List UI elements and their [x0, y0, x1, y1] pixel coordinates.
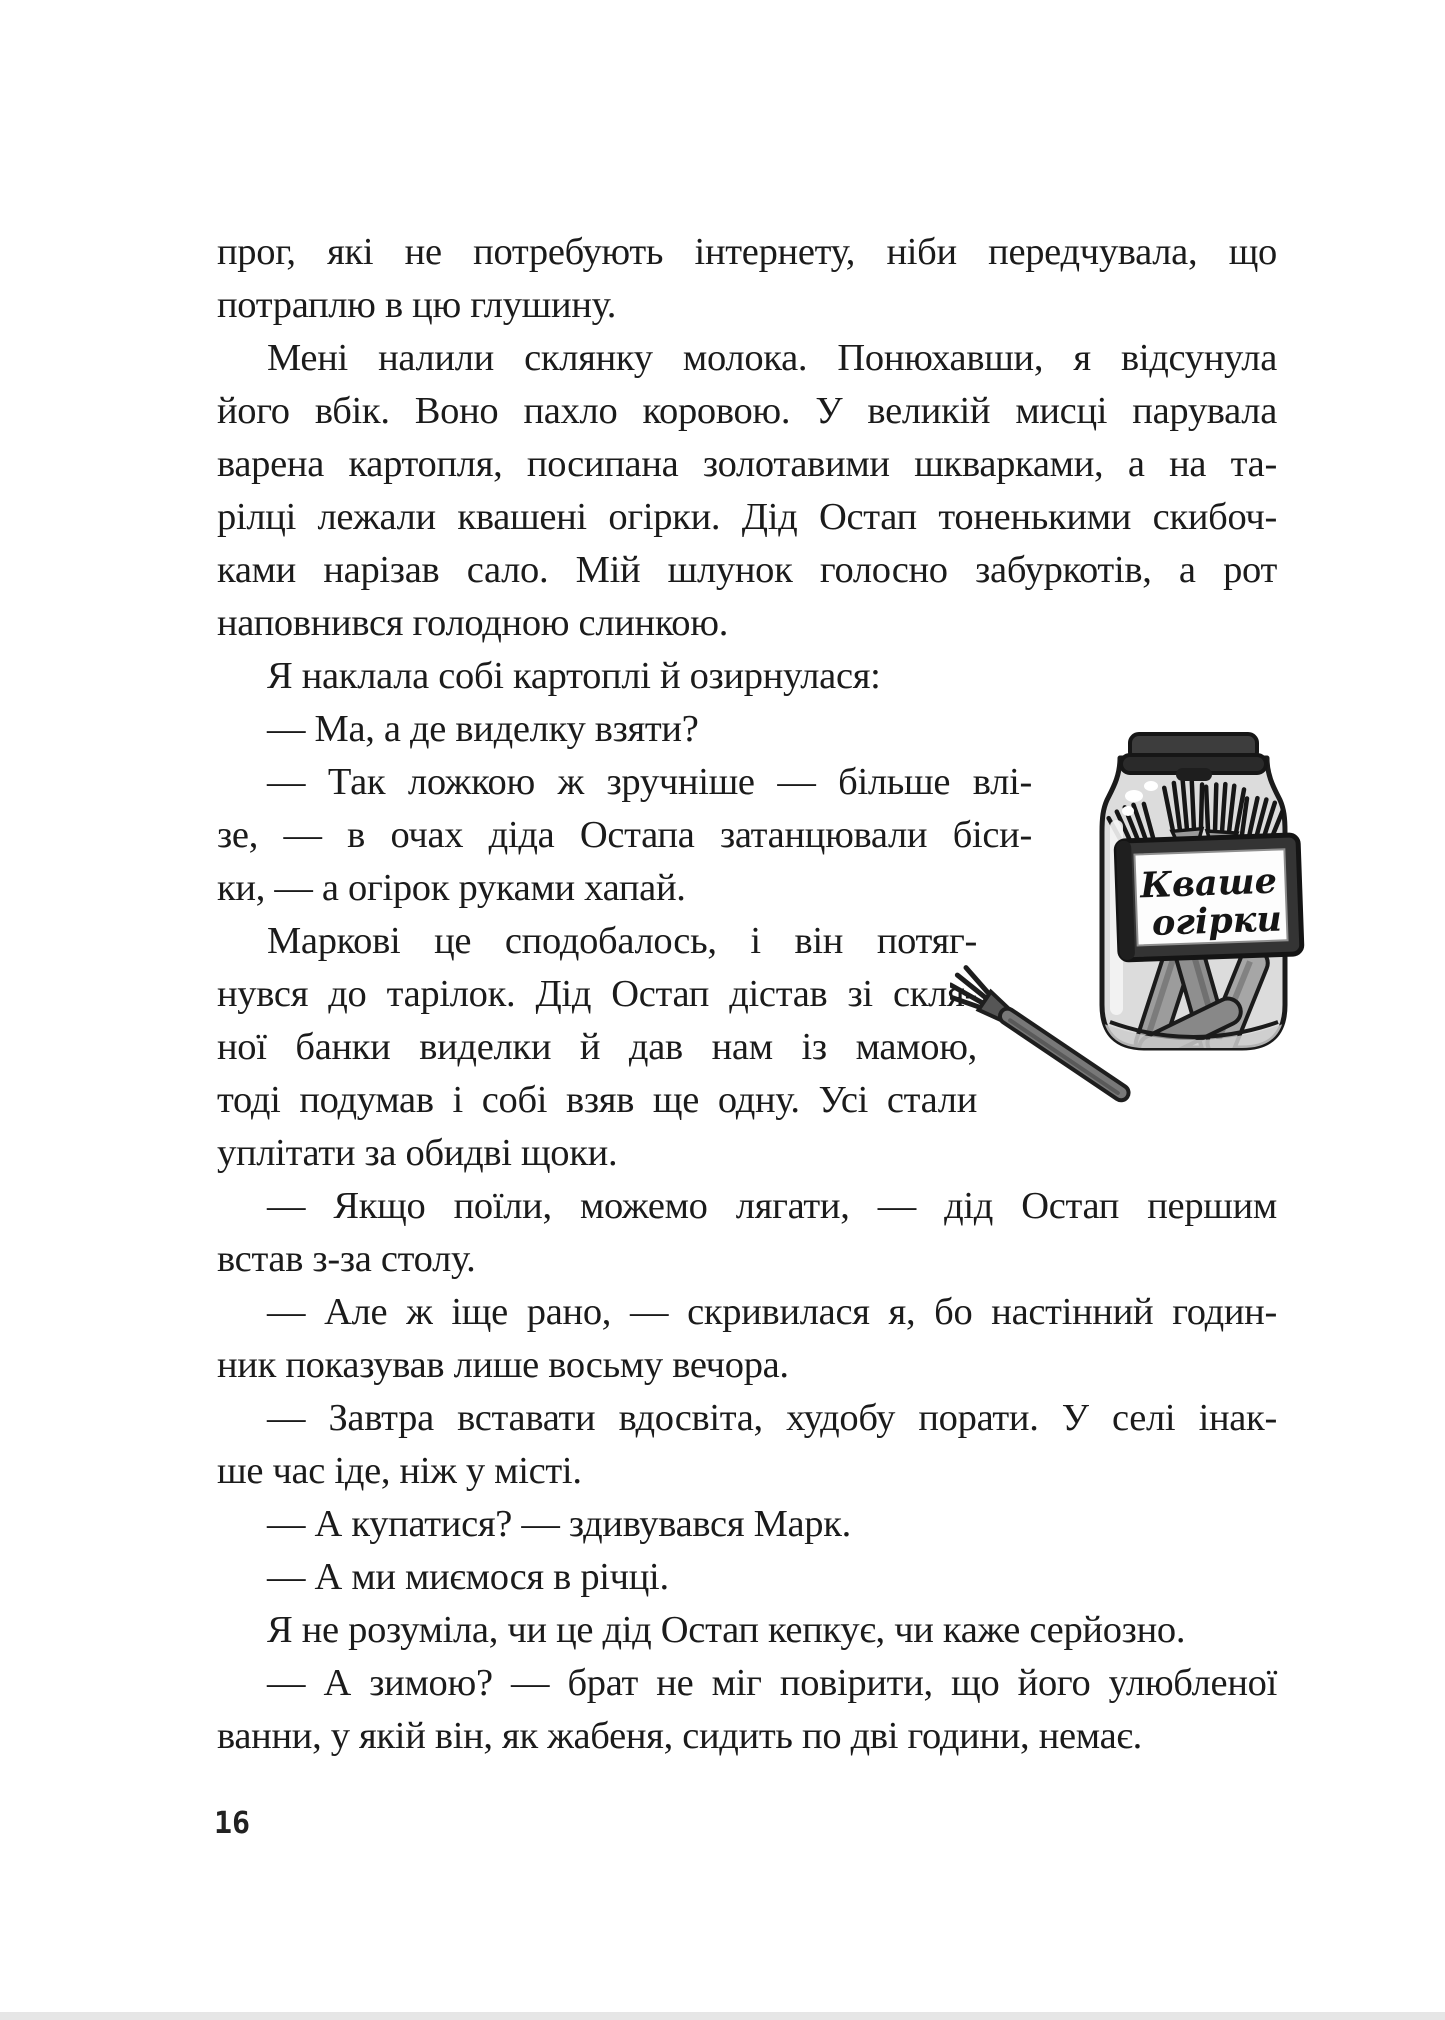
text-line: — Ма, а де виделку взяти? [267, 708, 699, 750]
text-line: ної банки виделки й дав нам із мамою, [217, 1026, 977, 1068]
text-line: Мені налили склянку молока. Понюхавши, я відсунула [267, 337, 1277, 379]
text-line: тоді подумав і собі взяв ще одну. Усі стали [217, 1079, 977, 1121]
jar-label [1116, 835, 1302, 960]
glass-sparkle [1122, 806, 1134, 816]
text-line: нувся до тарілок. Дід Остап дістав зі скля- [217, 973, 977, 1015]
text-line: потраплю в цю глушину. [217, 284, 617, 326]
jar-lid [1121, 734, 1266, 781]
text-line: ше час іде, ніж у місті. [217, 1450, 582, 1492]
text-line: ки, — а огірок руками хапай. [217, 867, 686, 909]
text-line: ванни, у якій він, як жабеня, сидить по дві години, немає. [217, 1715, 1142, 1757]
text-line: встав з-за столу. [217, 1238, 476, 1280]
jar-illustration [950, 700, 1320, 1130]
text-line: Маркові це сподобалось, і він потяг- [267, 920, 977, 962]
glass-sparkle [1125, 790, 1143, 802]
jar-label-text-line2: огірки [1151, 898, 1283, 944]
text-line: — А ми миємося в річці. [267, 1556, 669, 1598]
text-line: варена картопля, посипана золотавими шкварками, а на та- [217, 443, 1277, 485]
text-line: — А купатися? — здивувався Марк. [267, 1503, 851, 1545]
glass-sparkle [1144, 781, 1158, 791]
text-line: Я не розуміла, чи це дід Остап кепкує, чи каже серйозно. [267, 1609, 1186, 1651]
text-line: зе, — в очах діда Остапа затанцювали біси- [217, 814, 1032, 856]
text-line: рілці лежали квашені огірки. Дід Остап тоненькими скибоч- [217, 496, 1277, 538]
text-line: — Якщо поїли, можемо лягати, — дід Остап першим [267, 1185, 1277, 1227]
text-line: — Але ж іще рано, — скривилася я, бо настінний годин- [267, 1291, 1277, 1333]
text-line: прог, які не потребують інтернету, ніби передчувала, що [217, 231, 1277, 273]
text-line: — Завтра вставати вдосвіта, худобу порати. У селі інак- [267, 1397, 1277, 1439]
text-line: ками нарізав сало. Мій шлунок голосно забуркотів, а рот [217, 549, 1277, 591]
jar-label-text-line1: Кваше [1139, 860, 1278, 907]
text-line: — А зимою? — брат не міг повірити, що його улюбленої [267, 1662, 1277, 1704]
text-line: уплітати за обидві щоки. [217, 1132, 618, 1174]
text-line: його вбік. Воно пахло коровою. У великій мисці парувала [217, 390, 1277, 432]
text-line: Я наклала собі картоплі й озирнулася: [267, 655, 881, 697]
page-number: 16 [214, 1806, 251, 1841]
page-edge [0, 2012, 1445, 2020]
text-line: — Так ложкою ж зручніше — більше влі- [267, 761, 1032, 803]
text-line: наповнився голодною слинкою. [217, 602, 729, 644]
text-line: ник показував лише восьму вечора. [217, 1344, 789, 1386]
